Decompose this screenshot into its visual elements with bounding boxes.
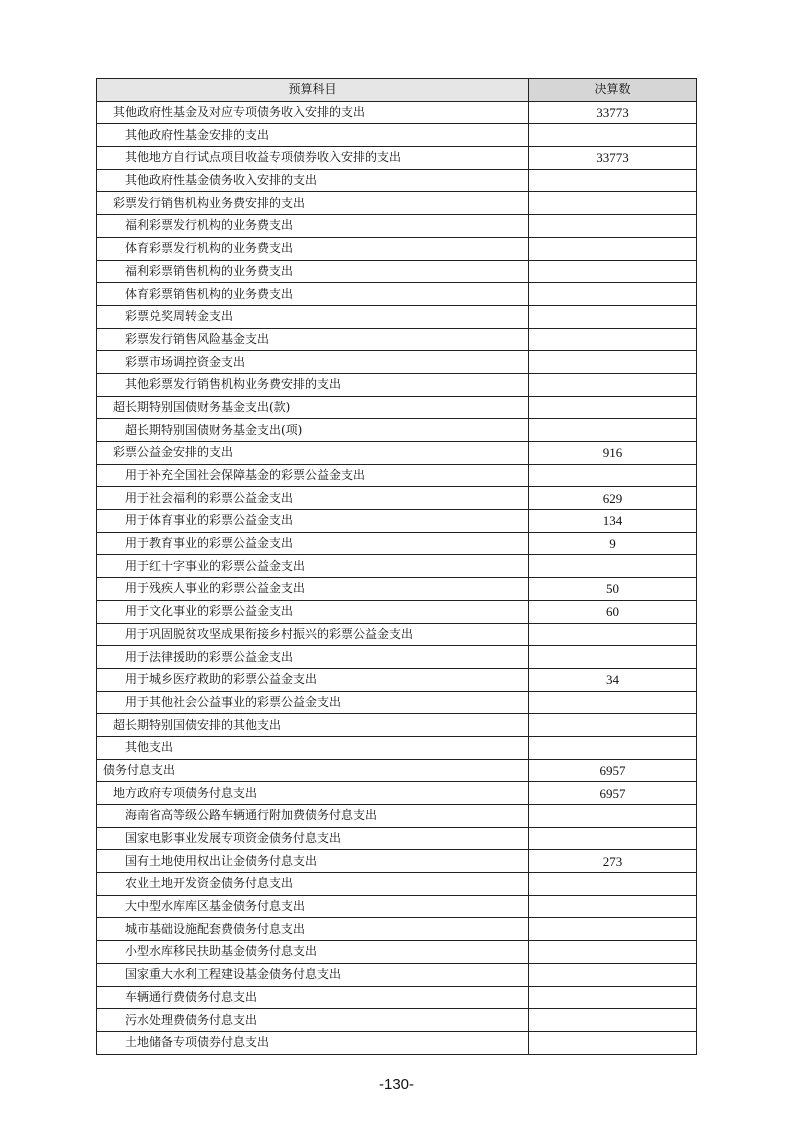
row-amount xyxy=(529,827,697,850)
row-subject: 彩票兑奖周转金支出 xyxy=(97,305,529,328)
row-subject: 其他政府性基金债务收入安排的支出 xyxy=(97,169,529,192)
row-subject: 小型水库移民扶助基金债务付息支出 xyxy=(97,941,529,964)
row-subject: 污水处理费债务付息支出 xyxy=(97,1009,529,1032)
table-body xyxy=(97,101,697,1054)
table-row xyxy=(97,260,697,283)
table-row xyxy=(97,941,697,964)
budget-table xyxy=(96,78,697,1055)
row-subject: 体育彩票销售机构的业务费支出 xyxy=(97,283,529,306)
table-row xyxy=(97,986,697,1009)
table-row xyxy=(97,487,697,510)
header-final-amount: 决算数 xyxy=(529,79,697,102)
row-amount xyxy=(529,805,697,828)
row-subject: 其他政府性基金安排的支出 xyxy=(97,124,529,147)
row-subject: 用于体育事业的彩票公益金支出 xyxy=(97,510,529,533)
row-amount xyxy=(529,215,697,238)
table-row xyxy=(97,691,697,714)
row-amount xyxy=(529,736,697,759)
row-amount xyxy=(529,124,697,147)
row-subject: 用于城乡医疗救助的彩票公益金支出 xyxy=(97,668,529,691)
row-amount xyxy=(529,305,697,328)
table-row xyxy=(97,736,697,759)
row-amount xyxy=(529,351,697,374)
row-subject: 超长期特别国债安排的其他支出 xyxy=(97,714,529,737)
row-subject: 大中型水库库区基金债务付息支出 xyxy=(97,895,529,918)
table-row xyxy=(97,169,697,192)
row-subject: 超长期特别国债财务基金支出(项) xyxy=(97,419,529,442)
row-amount: 6957 xyxy=(529,759,697,782)
table-row xyxy=(97,442,697,465)
row-amount: 9 xyxy=(529,532,697,555)
row-subject: 彩票发行销售机构业务费安排的支出 xyxy=(97,192,529,215)
row-amount: 34 xyxy=(529,668,697,691)
row-subject: 超长期特别国债财务基金支出(款) xyxy=(97,396,529,419)
row-subject: 海南省高等级公路车辆通行附加费债务付息支出 xyxy=(97,805,529,828)
row-amount xyxy=(529,646,697,669)
row-amount xyxy=(529,237,697,260)
table-row xyxy=(97,918,697,941)
table-row xyxy=(97,532,697,555)
row-subject: 农业土地开发资金债务付息支出 xyxy=(97,873,529,896)
table-row xyxy=(97,759,697,782)
table-row xyxy=(97,714,697,737)
table-row xyxy=(97,510,697,533)
table-row xyxy=(97,464,697,487)
row-amount xyxy=(529,328,697,351)
row-subject: 彩票市场调控资金支出 xyxy=(97,351,529,374)
table-row xyxy=(97,805,697,828)
row-amount xyxy=(529,283,697,306)
table-row xyxy=(97,555,697,578)
row-subject: 体育彩票发行机构的业务费支出 xyxy=(97,237,529,260)
table-row xyxy=(97,1031,697,1054)
row-subject: 用于残疾人事业的彩票公益金支出 xyxy=(97,578,529,601)
row-amount xyxy=(529,396,697,419)
table-row xyxy=(97,782,697,805)
table-row xyxy=(97,1009,697,1032)
row-subject: 用于其他社会公益事业的彩票公益金支出 xyxy=(97,691,529,714)
row-amount xyxy=(529,623,697,646)
row-subject: 其他政府性基金及对应专项债务收入安排的支出 xyxy=(97,101,529,124)
table-row xyxy=(97,668,697,691)
row-subject: 其他地方自行试点项目收益专项债券收入安排的支出 xyxy=(97,147,529,170)
row-subject: 其他支出 xyxy=(97,736,529,759)
row-subject: 国有土地使用权出让金债务付息支出 xyxy=(97,850,529,873)
row-subject: 土地储备专项债券付息支出 xyxy=(97,1031,529,1054)
table-row xyxy=(97,873,697,896)
table-row xyxy=(97,328,697,351)
row-subject: 债务付息支出 xyxy=(97,759,529,782)
row-amount xyxy=(529,873,697,896)
row-subject: 用于巩固脱贫攻坚成果衔接乡村振兴的彩票公益金支出 xyxy=(97,623,529,646)
table-row xyxy=(97,396,697,419)
row-subject: 地方政府专项债务付息支出 xyxy=(97,782,529,805)
row-subject: 用于补充全国社会保障基金的彩票公益金支出 xyxy=(97,464,529,487)
row-subject: 彩票发行销售风险基金支出 xyxy=(97,328,529,351)
row-subject: 国家重大水利工程建设基金债务付息支出 xyxy=(97,963,529,986)
row-amount xyxy=(529,1009,697,1032)
table-row xyxy=(97,147,697,170)
row-amount xyxy=(529,555,697,578)
row-amount xyxy=(529,260,697,283)
table-row xyxy=(97,578,697,601)
table-row xyxy=(97,895,697,918)
row-amount xyxy=(529,963,697,986)
table-row xyxy=(97,215,697,238)
row-subject: 福利彩票销售机构的业务费支出 xyxy=(97,260,529,283)
table-row xyxy=(97,600,697,623)
row-amount: 629 xyxy=(529,487,697,510)
row-amount: 916 xyxy=(529,442,697,465)
table-row xyxy=(97,373,697,396)
row-amount xyxy=(529,419,697,442)
row-amount: 134 xyxy=(529,510,697,533)
row-amount xyxy=(529,1031,697,1054)
table-row xyxy=(97,623,697,646)
row-amount: 6957 xyxy=(529,782,697,805)
row-amount xyxy=(529,918,697,941)
row-subject: 用于红十字事业的彩票公益金支出 xyxy=(97,555,529,578)
table-row xyxy=(97,101,697,124)
table-row xyxy=(97,192,697,215)
row-amount: 273 xyxy=(529,850,697,873)
row-subject: 国家电影事业发展专项资金债务付息支出 xyxy=(97,827,529,850)
row-subject: 彩票公益金安排的支出 xyxy=(97,442,529,465)
row-amount xyxy=(529,941,697,964)
row-amount: 50 xyxy=(529,578,697,601)
row-subject: 用于法律援助的彩票公益金支出 xyxy=(97,646,529,669)
table-row xyxy=(97,124,697,147)
row-subject: 福利彩票发行机构的业务费支出 xyxy=(97,215,529,238)
table-row xyxy=(97,850,697,873)
row-subject: 用于文化事业的彩票公益金支出 xyxy=(97,600,529,623)
row-subject: 用于社会福利的彩票公益金支出 xyxy=(97,487,529,510)
row-amount: 33773 xyxy=(529,147,697,170)
table-row xyxy=(97,646,697,669)
row-amount xyxy=(529,192,697,215)
page-number: -130- xyxy=(378,1076,415,1093)
row-subject: 用于教育事业的彩票公益金支出 xyxy=(97,532,529,555)
table-header-row xyxy=(97,79,697,102)
table-row xyxy=(97,237,697,260)
row-amount xyxy=(529,169,697,192)
table-row xyxy=(97,419,697,442)
table-row xyxy=(97,827,697,850)
row-amount xyxy=(529,691,697,714)
table-row xyxy=(97,351,697,374)
row-amount xyxy=(529,373,697,396)
row-amount xyxy=(529,986,697,1009)
row-amount xyxy=(529,464,697,487)
header-budget-subject: 预算科目 xyxy=(97,79,529,102)
row-amount xyxy=(529,895,697,918)
row-subject: 城市基础设施配套费债务付息支出 xyxy=(97,918,529,941)
row-subject: 车辆通行费债务付息支出 xyxy=(97,986,529,1009)
row-amount: 60 xyxy=(529,600,697,623)
row-subject: 其他彩票发行销售机构业务费安排的支出 xyxy=(97,373,529,396)
table-row xyxy=(97,305,697,328)
row-amount: 33773 xyxy=(529,101,697,124)
table-row xyxy=(97,283,697,306)
table-row xyxy=(97,963,697,986)
row-amount xyxy=(529,714,697,737)
